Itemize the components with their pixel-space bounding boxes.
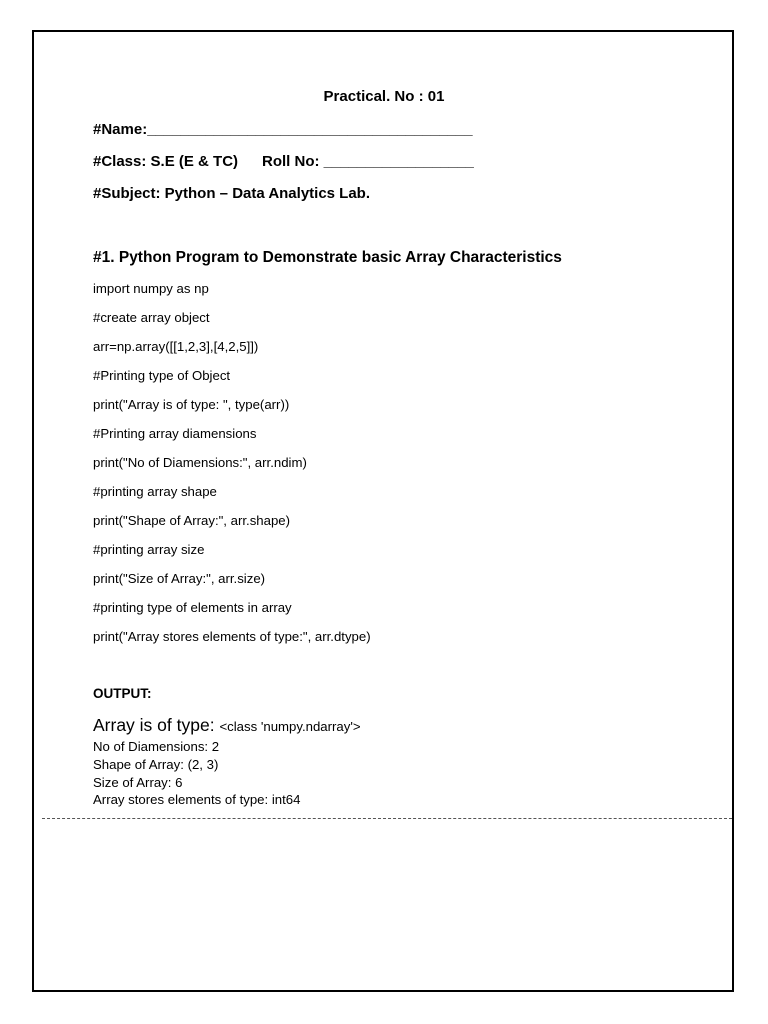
code-line: print("Array is of type: ", type(arr)): [93, 397, 290, 412]
output-first-line: [93, 715, 361, 736]
code-line: #printing type of elements in array: [93, 600, 292, 615]
practical-title: Practical. No : 01: [323, 88, 445, 105]
code-line: #printing array shape: [93, 484, 217, 499]
output-line: Array stores elements of type: int64: [93, 792, 301, 807]
output-line: No of Diamensions: 2: [93, 739, 220, 754]
code-line: print("Shape of Array:", arr.shape): [93, 513, 291, 528]
code-line: print("No of Diamensions:", arr.ndim): [93, 455, 307, 470]
output-first-prefix: Array is of type:: [93, 715, 220, 735]
roll-no-label: Roll No: __________________: [262, 153, 474, 170]
output-line: Shape of Array: (2, 3): [93, 757, 219, 772]
dashed-separator: [42, 818, 732, 819]
code-line: arr=np.array([[1,2,3],[4,2,5]]): [93, 339, 259, 354]
code-line: #create array object: [93, 310, 210, 325]
subject-line: #Subject: Python – Data Analytics Lab.: [93, 185, 371, 202]
section-heading: #1. Python Program to Demonstrate basic Array Characteristics: [93, 249, 562, 266]
output-line: Size of Array: 6: [93, 775, 183, 790]
output-first-value: <class 'numpy.ndarray'>: [219, 719, 361, 734]
code-line: import numpy as np: [93, 281, 209, 296]
class-label: #Class: S.E (E & TC): [93, 153, 239, 170]
name-line: #Name:_______________________________________: [93, 121, 473, 138]
code-line: #printing array size: [93, 542, 205, 557]
output-label: OUTPUT:: [93, 686, 152, 701]
code-line: #Printing type of Object: [93, 368, 231, 383]
code-line: print("Size of Array:", arr.size): [93, 571, 266, 586]
page-border: [32, 30, 734, 992]
code-line: print("Array stores elements of type:", arr.dtype): [93, 629, 371, 644]
code-line: #Printing array diamensions: [93, 426, 257, 441]
